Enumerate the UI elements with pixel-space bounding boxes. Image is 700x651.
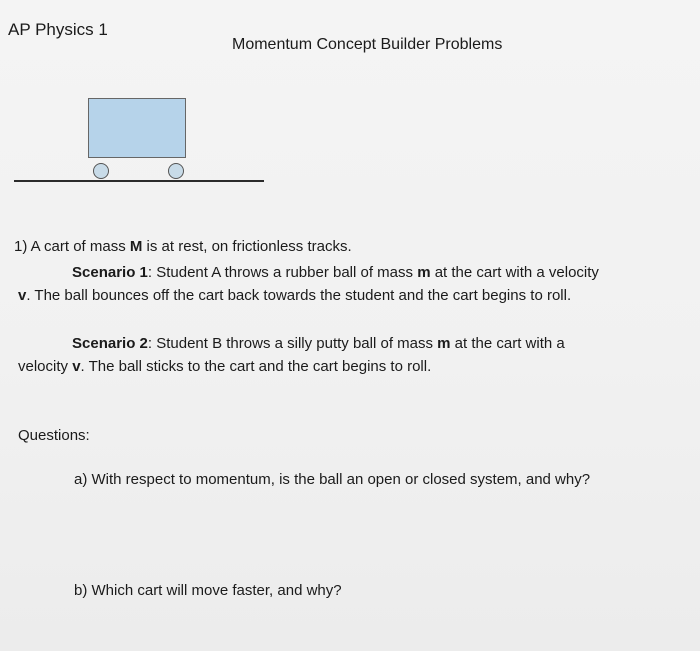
scenario-1-velocity-symbol: v	[18, 287, 27, 304]
scenario-2-line-2: velocity v. The ball sticks to the cart and the cart begins to roll.	[18, 358, 432, 375]
cart-body	[88, 98, 186, 158]
frictionless-track	[14, 180, 264, 182]
scenario-1-line-1: Scenario 1: Student A throws a rubber ball of mass m at the cart with a velocity	[72, 264, 599, 281]
question-1-statement	[14, 238, 352, 255]
scenario-2-label: Scenario 2	[72, 335, 148, 352]
question-a: a) With respect to momentum, is the ball an open or closed system, and why?	[74, 471, 591, 488]
q1-text-start: 1) A cart of mass	[14, 238, 130, 255]
cart-wheel-right	[168, 163, 184, 179]
cart-wheel-left	[93, 163, 109, 179]
worksheet-title: Momentum Concept Builder Problems	[232, 36, 503, 53]
scenario-2-line-1: Scenario 2: Student B throws a silly putty ball of mass m at the cart with a	[72, 335, 565, 352]
scenario-1-mass-symbol: m	[417, 264, 431, 281]
q1-text-end: is at rest, on frictionless tracks.	[142, 238, 352, 255]
course-name: AP Physics 1	[8, 20, 108, 39]
scenario-1-line-2: v. The ball bounces off the cart back towards the student and the cart begins to roll.	[18, 287, 572, 304]
scenario-2-mass-symbol: m	[437, 335, 451, 352]
questions-heading: Questions:	[18, 427, 90, 444]
q1-mass-symbol: M	[129, 238, 143, 255]
question-b: b) Which cart will move faster, and why?	[74, 582, 342, 599]
scenario-1-label: Scenario 1	[72, 264, 148, 281]
scenario-2-velocity-symbol: v	[72, 358, 81, 375]
